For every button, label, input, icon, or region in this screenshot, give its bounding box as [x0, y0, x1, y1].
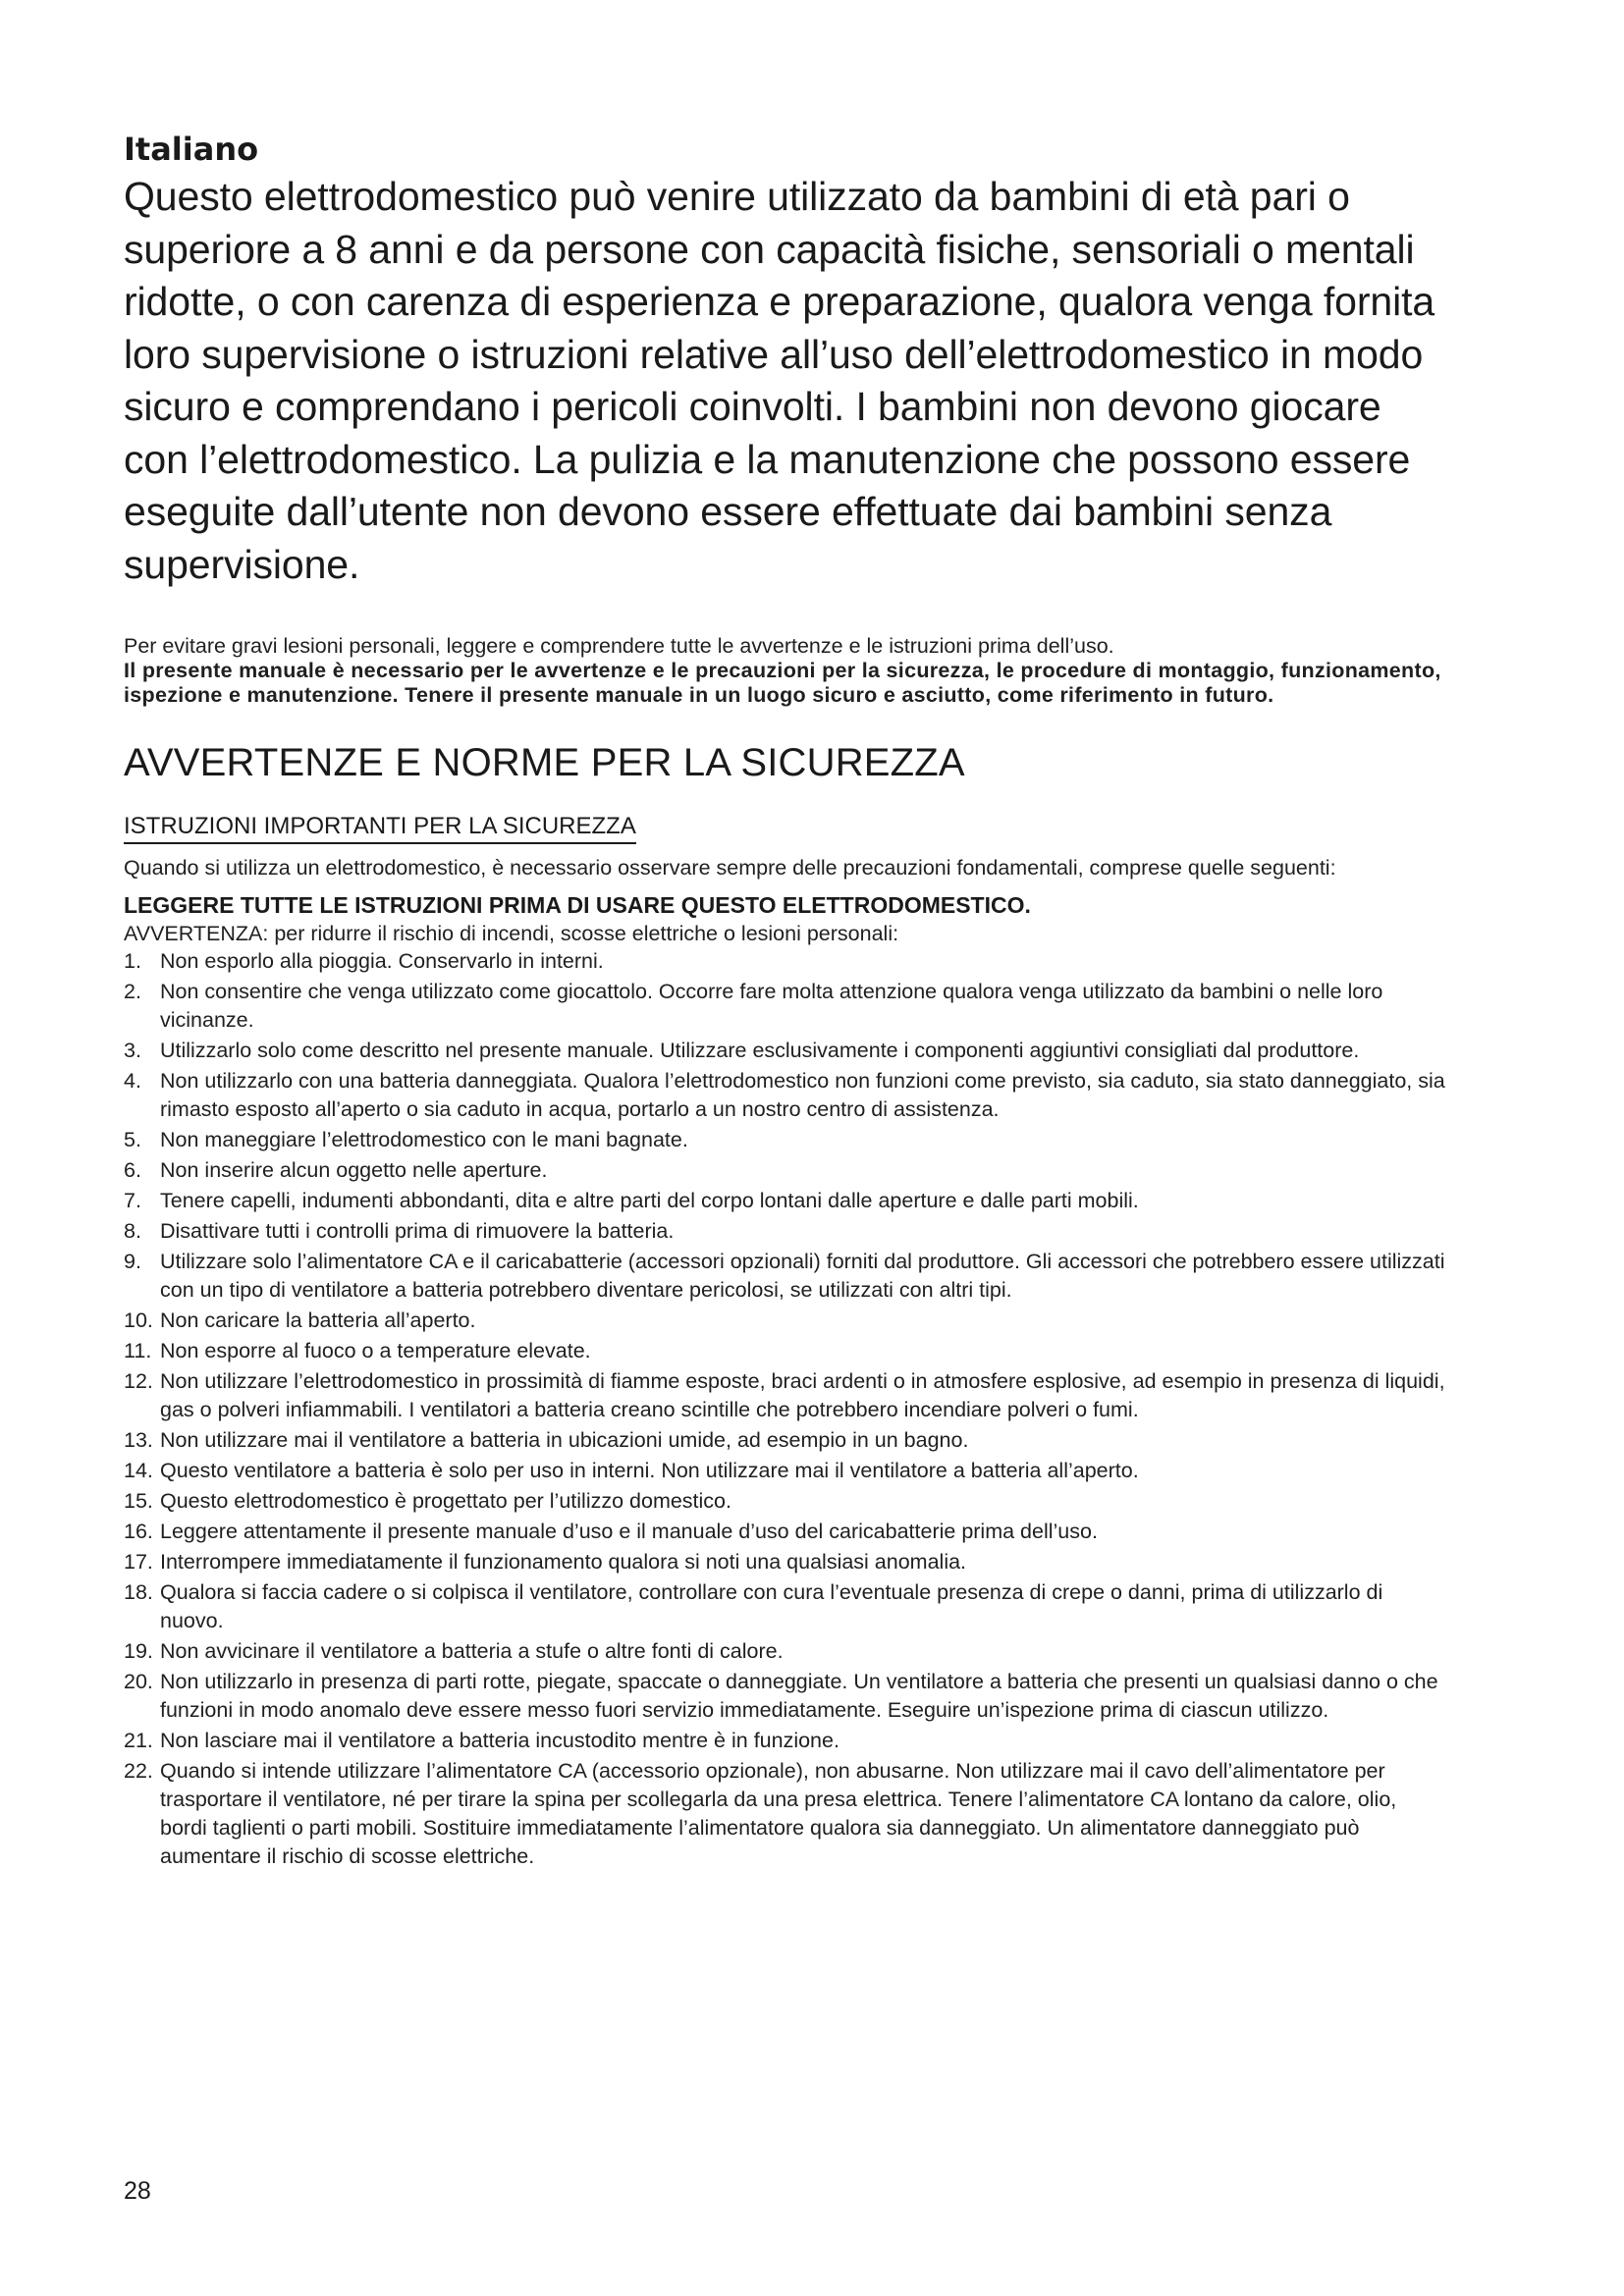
list-item — [124, 1307, 1449, 1335]
list-item-number: 6. — [124, 1157, 141, 1182]
list-item — [124, 1487, 1449, 1516]
list-item-number: 20. — [124, 1669, 153, 1693]
list-item-number: 1. — [124, 948, 141, 973]
list-item-number: 16. — [124, 1519, 153, 1543]
list-item-text: Non esporlo alla pioggia. Conservarlo in interni. — [160, 948, 604, 973]
list-item-number: 10. — [124, 1308, 153, 1332]
list-item — [124, 1037, 1449, 1065]
manual-page — [124, 130, 1449, 1873]
list-item-text: Disattivare tutti i controlli prima di rimuovere la batteria. — [160, 1218, 675, 1243]
list-item — [124, 1518, 1449, 1546]
list-item-text: Qualora si faccia cadere o si colpisca il ventilatore, controllare con cura l’eventuale presenza di crepe o danni, prima di utilizzarlo di nuovo. — [160, 1579, 1383, 1632]
subsection-title-wrapper — [124, 786, 1449, 844]
list-item-text: Questo elettrodomestico è progettato per l’utilizzo domestico. — [160, 1488, 731, 1513]
list-item-number: 21. — [124, 1728, 153, 1752]
pre-note-bold-text: Il presente manuale è necessario per le avvertenze e le precauzioni per la sicurezza, le procedure di montaggio, funzionamento, ispezione e manutenzione. Tenere il presente manuale in un luogo sicuro e asciutto, come riferimento in futuro. — [124, 659, 1441, 707]
pre-note-block — [124, 634, 1449, 708]
page-number: 28 — [124, 2177, 151, 2205]
list-item — [124, 1426, 1449, 1455]
list-item — [124, 1548, 1449, 1576]
list-item — [124, 1367, 1449, 1424]
list-item-number: 17. — [124, 1549, 153, 1574]
read-all-instructions: LEGGERE TUTTE LE ISTRUZIONI PRIMA DI USARE QUESTO ELETTRODOMESTICO. — [124, 891, 1031, 918]
list-item-text: Tenere capelli, indumenti abbondanti, dita e altre parti del corpo lontani dalle aperture e dalle parti mobili. — [160, 1188, 1139, 1212]
list-item-text: Utilizzare solo l’alimentatore CA e il caricabatterie (accessori opzionali) forniti dal produttore. Gli accessori che potrebbero essere utilizzati con un tipo di ventilatore a batteria potrebbero diventare pericolosi, se utilizzati con altri tipi. — [160, 1249, 1445, 1302]
list-item-number: 18. — [124, 1579, 153, 1604]
list-item-number: 4. — [124, 1068, 141, 1093]
list-item-text: Non esporre al fuoco o a temperature elevate. — [160, 1338, 591, 1362]
list-item-number: 19. — [124, 1638, 153, 1663]
list-item-number: 13. — [124, 1427, 153, 1452]
list-item-number: 11. — [124, 1338, 152, 1362]
list-item-number: 12. — [124, 1368, 153, 1393]
list-item — [124, 1637, 1449, 1666]
list-item-number: 5. — [124, 1127, 141, 1151]
intro-paragraph: Questo elettrodomestico può venire utilizzato da bambini di età pari o superiore a 8 anni e da persone con capacità fisiche, sensoriali o mentali ridotte, o con carenza di esperienza e preparazione, qualora venga fornita loro supervisione o istruzioni relative all’uso dell’elettrodomestico in modo sicuro e comprendano i pericoli coinvolti. I bambini non devono giocare con l’elettrodomestico. La pulizia e la manutenzione che possono essere eseguite dall’utente non devono essere effettuate dai bambini senza supervisione. — [124, 174, 1435, 587]
list-item-number: 7. — [124, 1188, 141, 1212]
list-item-text: Non caricare la batteria all’aperto. — [160, 1308, 476, 1332]
list-item-text: Non lasciare mai il ventilatore a batteria incustodito mentre è in funzione. — [160, 1728, 839, 1752]
list-item-text: Non utilizzarlo con una batteria danneggiata. Qualora l’elettrodomestico non funzioni come previsto, sia caduto, sia stato danneggiato, sia rimasto esposto all’aperto o sia caduto in acqua, portarlo a un nostro centro di assistenza. — [160, 1068, 1445, 1121]
list-item-text: Questo ventilatore a batteria è solo per uso in interni. Non utilizzare mai il ventilatore a batteria all’aperto. — [160, 1458, 1139, 1482]
list-item-text: Non utilizzarlo in presenza di parti rotte, piegate, spaccate o danneggiate. Un ventilatore a batteria che presenti un qualsiasi danno o che funzioni in modo anomalo deve essere messo fuori servizio immediatamente. Eseguire un’ispezione prima di ciascun utilizzo. — [160, 1669, 1438, 1722]
list-item-number: 3. — [124, 1038, 141, 1062]
list-item-number: 9. — [124, 1249, 141, 1273]
list-item — [124, 978, 1449, 1035]
list-item-number: 2. — [124, 979, 141, 1003]
list-item — [124, 1217, 1449, 1246]
subsection-title: ISTRUZIONI IMPORTANTI PER LA SICUREZZA — [124, 812, 636, 844]
list-item — [124, 1578, 1449, 1635]
list-item-number: 22. — [124, 1758, 153, 1783]
list-item — [124, 1727, 1449, 1755]
list-item — [124, 1668, 1449, 1725]
list-item — [124, 1126, 1449, 1154]
list-item-number: 15. — [124, 1488, 153, 1513]
list-item-text: Interrompere immediatamente il funzionamento qualora si noti una qualsiasi anomalia. — [160, 1549, 967, 1574]
list-item — [124, 947, 1449, 976]
list-item-text: Non maneggiare l’elettrodomestico con le mani bagnate. — [160, 1127, 688, 1151]
list-item-text: Non consentire che venga utilizzato come giocattolo. Occorre fare molta attenzione qualora venga utilizzato da bambini o nelle loro vicinanze. — [160, 979, 1383, 1032]
list-item — [124, 1337, 1449, 1365]
list-item-text: Leggere attentamente il presente manuale d’uso e il manuale d’uso del caricabatterie prima dell’uso. — [160, 1519, 1098, 1543]
list-item-text: Non utilizzare l’elettrodomestico in prossimità di fiamme esposte, braci ardenti o in atmosfere esplosive, ad esempio in presenza di liquidi, gas o polveri infiammabili. I ventilatori a batteria creano scintille che potrebbero incendiare polveri o fumi. — [160, 1368, 1445, 1421]
safety-rules-list — [124, 947, 1449, 1871]
list-item-text: Non utilizzare mai il ventilatore a batteria in ubicazioni umide, ad esempio in un bagno. — [160, 1427, 969, 1452]
list-item-text: Quando si intende utilizzare l’alimentatore CA (accessorio opzionale), non abusarne. Non utilizzare mai il cavo dell’alimentatore per trasportare il ventilatore, né per tirare la spina per scollegarla da una presa elettrica. Tenere l’alimentatore CA lontano da calore, olio, bordi taglienti o parti mobili. Sostituire immediatamente l’alimentatore qualora sia danneggiato. Un alimentatore danneggiato può aumentare il rischio di scosse elettriche. — [160, 1758, 1397, 1868]
list-item-number: 8. — [124, 1218, 141, 1243]
list-item-text: Non avvicinare il ventilatore a batteria a stufe o altre fonti di calore. — [160, 1638, 784, 1663]
list-item — [124, 1156, 1449, 1185]
precautions-intro: Quando si utilizza un elettrodomestico, è necessario osservare sempre delle precauzioni fondamentali, comprese quelle seguenti: — [124, 856, 1336, 880]
warning-line: AVVERTENZA: per ridurre il rischio di incendi, scosse elettriche o lesioni personali: — [124, 921, 899, 945]
pre-note-text: Per evitare gravi lesioni personali, leggere e comprendere tutte le avvertenze e le istruzioni prima dell’uso. — [124, 634, 1114, 658]
list-item-number: 14. — [124, 1458, 153, 1482]
list-item — [124, 1187, 1449, 1215]
list-item — [124, 1457, 1449, 1485]
language-heading: Italiano — [124, 131, 259, 168]
list-item — [124, 1248, 1449, 1305]
list-item-text: Utilizzarlo solo come descritto nel presente manuale. Utilizzare esclusivamente i componenti aggiuntivi consigliati dal produttore. — [160, 1038, 1360, 1062]
list-item-text: Non inserire alcun oggetto nelle aperture. — [160, 1157, 548, 1182]
section-title: AVVERTENZE E NORME PER LA SICUREZZA — [124, 741, 965, 784]
list-item — [124, 1067, 1449, 1124]
list-item — [124, 1757, 1449, 1871]
